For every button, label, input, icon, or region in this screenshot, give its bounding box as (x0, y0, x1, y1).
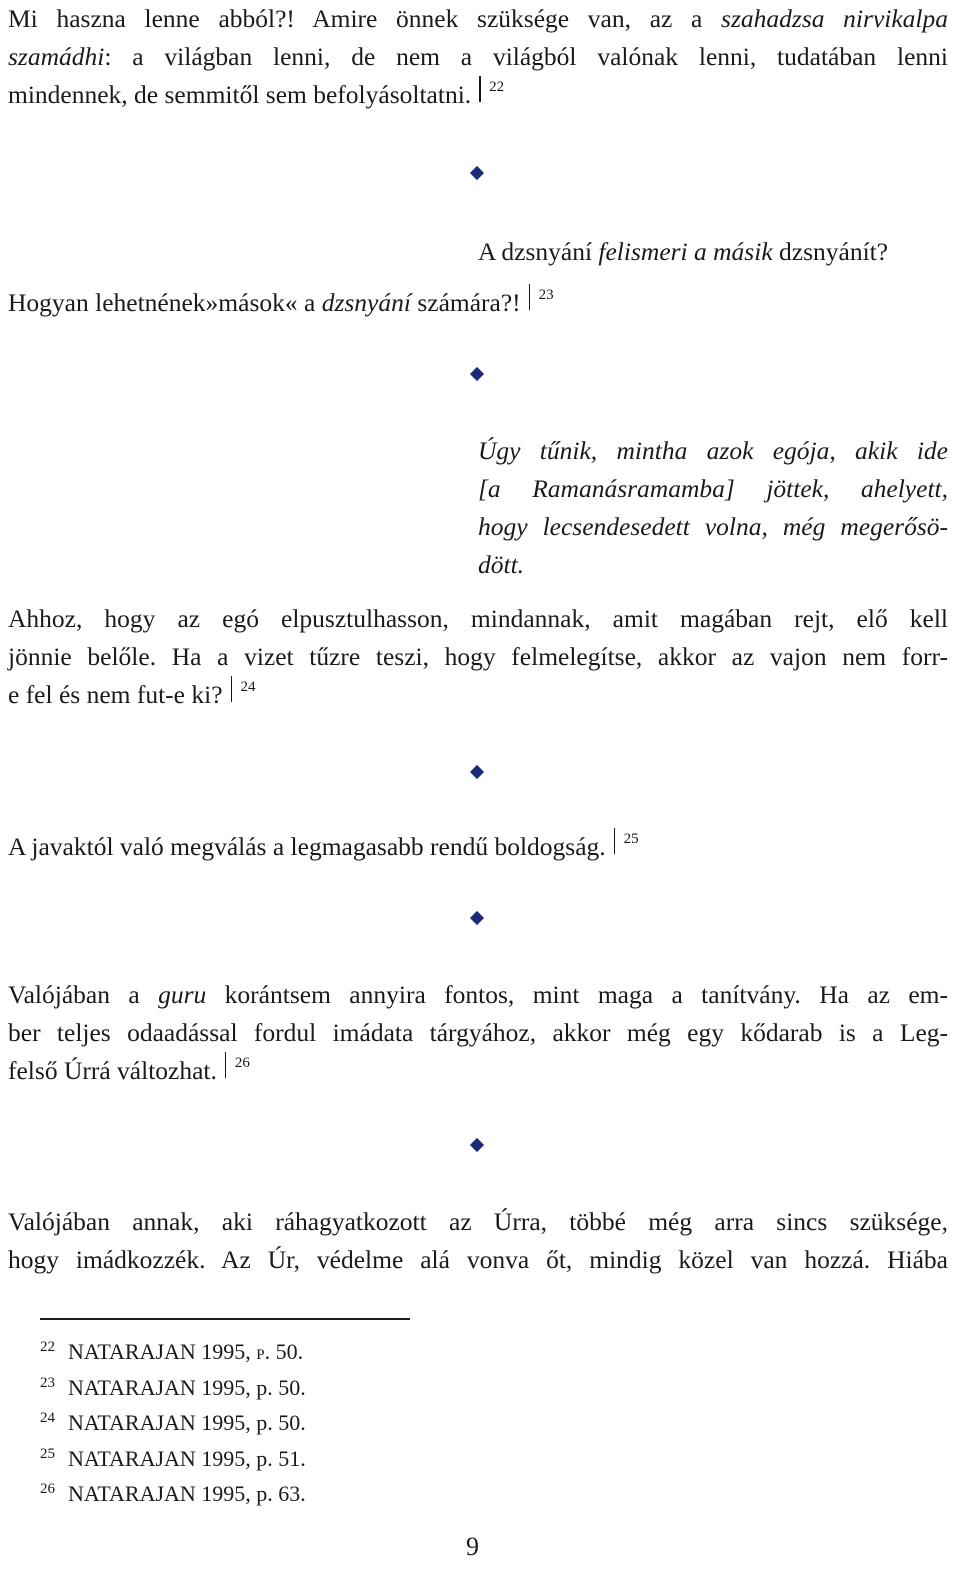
footnote-ref[interactable]: 25 (614, 832, 639, 847)
footnote-item (40, 1474, 306, 1510)
footnote-number: 25 (40, 1445, 55, 1462)
quote-line: dött. (478, 550, 525, 579)
section-divider-diamond-icon (470, 911, 484, 925)
text-run: felső Úrrá változhat. (8, 1056, 217, 1085)
paragraph-1 (8, 0, 948, 114)
footnote-text: NATARAJAN 1995, p. 51. (68, 1445, 306, 1471)
text-run: : a világban lenni, de nem a világból valónak lenni, tudatában lenni (104, 42, 948, 71)
paragraph-line (8, 1052, 948, 1090)
text-run: e fel és nem fut-e ki? (8, 680, 223, 709)
footnote-ref[interactable]: 24 (231, 680, 256, 695)
footnote-text: NATARAJAN 1995, p. 50. (68, 1374, 306, 1400)
footnote-item (40, 1439, 306, 1475)
paragraph-line (8, 676, 948, 714)
quote-line: [a Ramanásramamba] jöttek, ahelyett, (478, 474, 948, 503)
footnote-text: NATARAJAN 1995, p. 50. (68, 1410, 306, 1435)
section-divider-diamond-icon (470, 765, 484, 779)
paragraph-5 (8, 976, 948, 1090)
quote-line: hogy lecsendesedett volna, még megerősö- (478, 512, 948, 541)
footnotes (40, 1332, 306, 1510)
footnote-ref[interactable]: 22 (479, 80, 504, 95)
paragraph-line (8, 828, 948, 866)
italic-term: szahadzsa nirvikalpa (721, 4, 949, 33)
footnote-text: NATARAJAN 1995, p. 63. (68, 1481, 306, 1506)
paragraph-line: ber teljes odaadással fordul imádata tárgyához, akkor még egy kődarab is a Leg- (8, 1018, 948, 1047)
text-run: A javaktól való megválás a legmagasabb rendű boldogság. (8, 832, 606, 861)
text-run: dzsnyánít? (772, 237, 889, 266)
text-run: Hogyan lehetnének»mások« a (8, 288, 322, 317)
paragraph-2 (8, 284, 948, 322)
text-run: korántsem annyira fontos, mint maga a tanítvány. Ha az em- (206, 980, 949, 1009)
text-run: számára?! (410, 288, 521, 317)
paragraph-line (8, 38, 948, 76)
paragraph-line (8, 76, 948, 114)
paragraph-line: Valójában annak, aki ráhagyatkozott az Úrra, többé még arra sincs szüksége, (8, 1207, 948, 1236)
footnote-number: 23 (40, 1374, 55, 1391)
italic-term: guru (158, 980, 207, 1009)
quote-question-2 (478, 432, 948, 584)
footnote-ref[interactable]: 23 (529, 288, 554, 303)
footnote-number: 22 (40, 1339, 55, 1355)
paragraph-line (8, 284, 948, 322)
footnote-ref[interactable]: 26 (225, 1056, 250, 1071)
section-divider-diamond-icon (470, 367, 484, 381)
section-divider-diamond-icon (470, 166, 484, 180)
footnote-text: NATARAJAN 1995, p. 50. (68, 1339, 304, 1364)
footnote-item (40, 1368, 306, 1404)
quote-line: Úgy tűnik, mintha azok egója, akik ide (478, 436, 948, 465)
quote-question-1 (478, 233, 948, 271)
paragraph-line: hogy imádkozzék. Az Úr, védelme alá vonva őt, mindig közel van hozzá. Hiába (8, 1245, 948, 1274)
section-divider-diamond-icon (470, 1138, 484, 1152)
paragraph-6 (8, 1203, 948, 1279)
italic-term: dzsnyání (321, 288, 411, 317)
text-run: mindennek, de semmitől sem befolyásoltatni. (8, 80, 472, 109)
footnote-separator (40, 1318, 410, 1320)
paragraph-line: Ahhoz, hogy az egó elpusztulhasson, mindannak, amit magában rejt, elő kell (8, 604, 948, 633)
paragraph-4 (8, 828, 948, 866)
footnote-item (40, 1332, 306, 1368)
text-run: A dzsnyání (478, 237, 599, 266)
text-run: Mi haszna lenne abból?! Amire önnek szüksége van, az a (8, 4, 722, 33)
footnote-number: 26 (40, 1481, 55, 1497)
page-number: 9 (466, 1532, 479, 1561)
paragraph-line (8, 0, 948, 38)
italic-term: felismeri a másik (598, 237, 773, 266)
footnote-number: 24 (40, 1410, 55, 1426)
footnote-item (40, 1403, 306, 1439)
text-run: Valójában a (8, 980, 159, 1009)
italic-term: szamádhi (8, 42, 105, 71)
paragraph-line: jönnie belőle. Ha a vizet tűzre teszi, hogy felmelegítse, akkor az vajon nem forr- (8, 642, 948, 671)
paragraph-3 (8, 600, 948, 714)
paragraph-line (8, 976, 948, 1014)
